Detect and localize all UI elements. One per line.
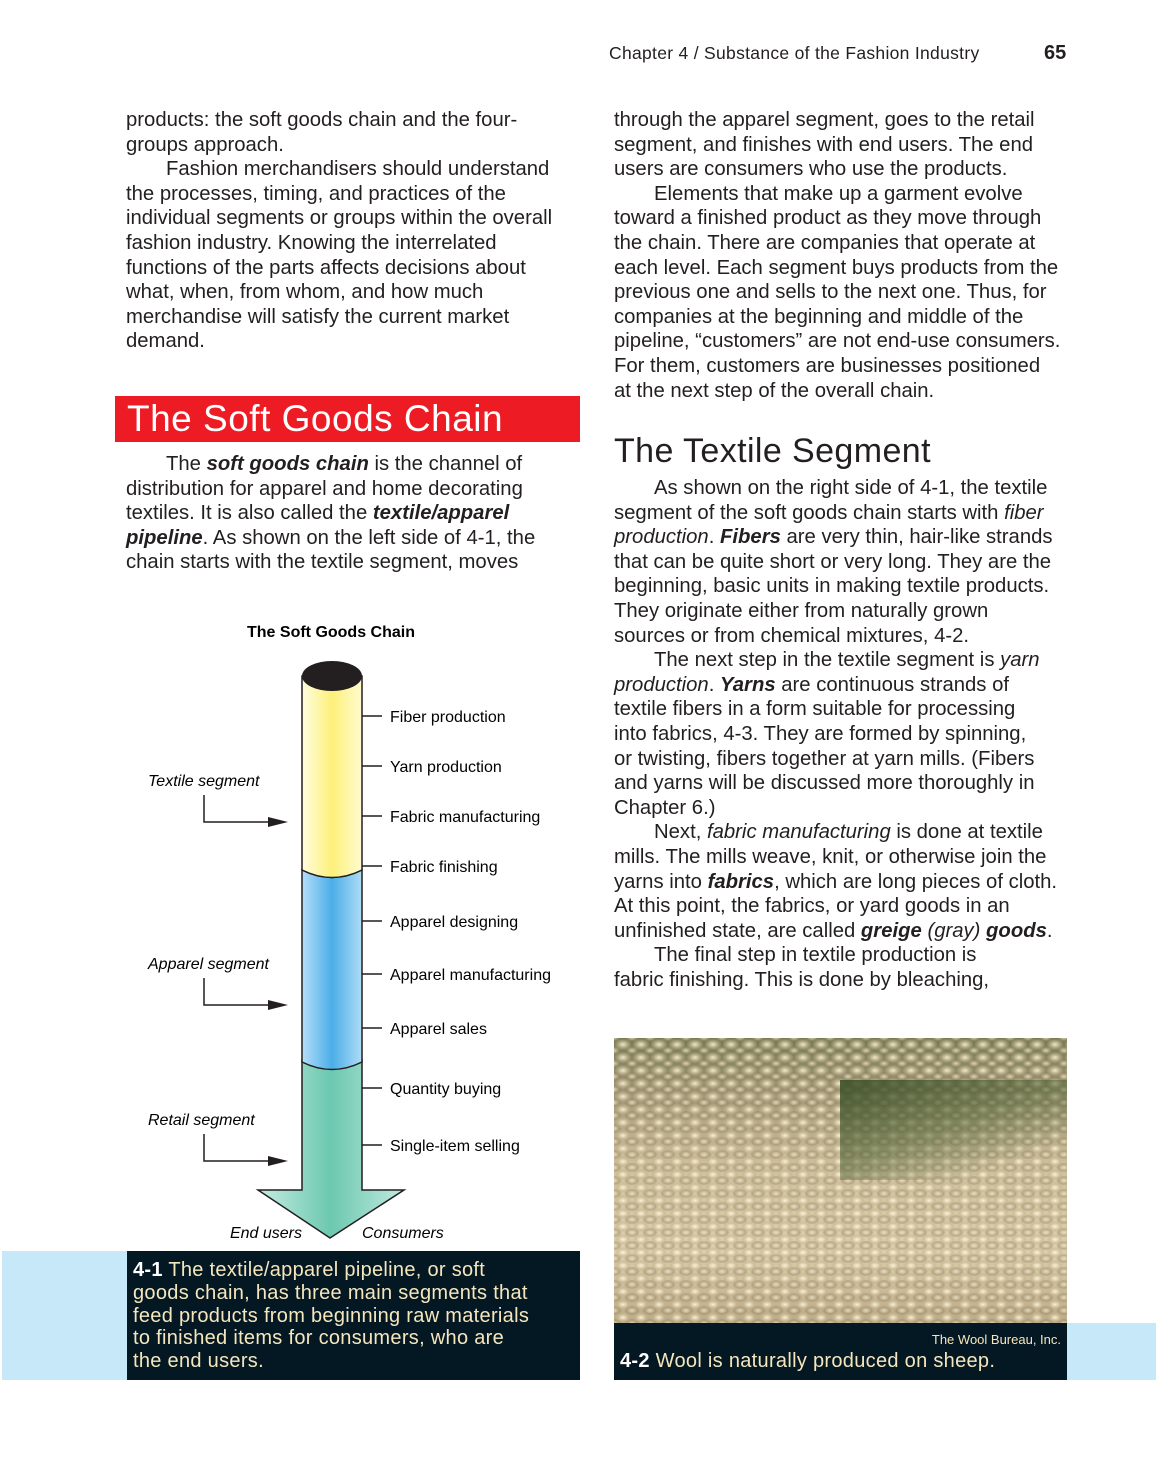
text-line	[614, 501, 1057, 526]
text-run: that can be quite short or very long. They are the	[614, 550, 1052, 573]
text-run: is done at textile	[890, 821, 1043, 844]
text-run: groups approach.	[126, 133, 284, 156]
text-line	[614, 206, 1060, 231]
text-line	[614, 796, 1057, 821]
text-line	[614, 379, 1060, 404]
text-line	[126, 256, 552, 281]
emphasized-term: greige	[860, 919, 922, 942]
text-run: Elements that make up a garment evolve	[654, 182, 1023, 205]
text-run: .	[708, 673, 720, 696]
text-run: textiles. It is also called the	[126, 502, 373, 525]
emphasized-term: production	[614, 526, 709, 549]
text-line	[126, 329, 552, 354]
text-line	[126, 231, 552, 256]
text-run: . As shown on the left side of 4-1, the	[202, 526, 536, 549]
text-line	[614, 919, 1057, 944]
text-line	[614, 280, 1060, 305]
text-line	[614, 329, 1060, 354]
emphasized-term: pipeline	[126, 526, 203, 549]
emphasized-term: fabric manufacturing	[706, 821, 891, 844]
text-line	[126, 452, 535, 477]
text-run: what, when, from whom, and how much	[126, 281, 484, 304]
text-line	[614, 648, 1057, 673]
pipeline-top	[302, 661, 362, 691]
caption-band	[1067, 1323, 1156, 1380]
text-run: unfinished state, are called	[614, 919, 861, 942]
emphasized-term: fiber	[1004, 501, 1044, 524]
step-label: Apparel manufacturing	[390, 967, 551, 984]
text-line	[614, 525, 1057, 550]
text-run: previous one and sells to the next one. Thus, for	[614, 281, 1047, 304]
caption-line: goods chain, has three main segments that	[133, 1281, 528, 1304]
photo-credit: The Wool Bureau, Inc.	[931, 1332, 1061, 1347]
text-run: As shown on the right side of 4-1, the textile	[654, 477, 1048, 499]
text-line	[126, 206, 552, 231]
text-run: companies at the beginning and middle of the	[614, 305, 1024, 328]
text-run: fabric finishing. This is done by bleaching,	[614, 968, 990, 991]
text-line	[126, 526, 535, 551]
section-heading-textile-segment: The Textile Segment	[614, 432, 931, 470]
text-run: users are consumers who use the products.	[614, 158, 1008, 181]
text-run: They originate either from naturally grown	[614, 599, 989, 622]
caption-label: 4-1	[133, 1259, 163, 1281]
text-line	[614, 157, 1060, 182]
text-line	[614, 599, 1057, 624]
step-label: Quantity buying	[390, 1081, 502, 1098]
caption-line: feed products from beginning raw materials	[133, 1304, 530, 1327]
text-line	[614, 624, 1057, 649]
apparel-segment-band	[302, 870, 362, 1070]
text-run: beginning, basic units in making textile products.	[614, 575, 1050, 598]
text-run: toward a finished product as they move through	[614, 207, 1042, 230]
text-line	[614, 968, 1057, 993]
caption-line: The textile/apparel pipeline, or soft	[168, 1259, 486, 1281]
text-run: into fabrics, 4-3. They are formed by spinning,	[614, 722, 1027, 745]
text-line	[126, 157, 552, 182]
text-run: , which are long pieces of cloth.	[774, 870, 1058, 893]
text-run: and yarns will be discussed more thoroughly in	[614, 772, 1035, 795]
caption-text: Wool is naturally produced on sheep.	[655, 1350, 996, 1372]
text-line	[614, 256, 1060, 281]
text-run: are very thin, hair-like strands	[780, 526, 1053, 549]
text-line	[614, 673, 1057, 698]
arrowhead-icon	[268, 817, 288, 827]
step-label: Fabric finishing	[390, 859, 498, 876]
segment-label: Textile segment	[148, 773, 260, 790]
caption-label: 4-2	[620, 1350, 650, 1372]
text-line	[614, 722, 1057, 747]
segment-label: Retail segment	[148, 1112, 255, 1129]
text-run: demand.	[126, 330, 205, 353]
emphasized-term: soft goods chain	[206, 453, 369, 475]
text-run: yarns into	[614, 870, 708, 893]
text-run: mills. The mills weave, knit, or otherwise join the	[614, 845, 1047, 868]
section-heading-soft-goods-chain: The Soft Goods Chain	[115, 396, 580, 442]
text-run: segment, and finishes with end users. The end	[614, 133, 1034, 156]
text-run: at the next step of the overall chain.	[614, 379, 935, 402]
segment-arrow	[204, 795, 272, 822]
step-label: Fabric manufacturing	[390, 809, 541, 826]
text-line	[614, 943, 1057, 968]
text-line	[614, 574, 1057, 599]
photo-pasture-area	[840, 1080, 1067, 1180]
text-line	[614, 894, 1057, 919]
text-line	[614, 305, 1060, 330]
text-run: or twisting, fibers together at yarn mills. (Fibers	[614, 747, 1035, 770]
text-run: the chain. There are companies that operate at	[614, 231, 1036, 254]
text-run: is the channel of	[368, 453, 523, 475]
text-line	[126, 133, 552, 158]
text-line	[126, 280, 552, 305]
text-run: The next step in the textile segment is	[654, 649, 1001, 672]
emphasized-term: production	[614, 673, 709, 696]
segment-arrow	[204, 978, 272, 1005]
text-line	[614, 108, 1060, 133]
caption-line: to finished items for consumers, who are	[133, 1327, 505, 1350]
text-run: Fashion merchandisers should understand	[166, 158, 550, 181]
text-run: sources or from chemical mixtures, 4-2.	[614, 624, 970, 647]
text-line	[614, 771, 1057, 796]
emphasized-term: Yarns	[720, 673, 776, 696]
step-label: Apparel designing	[390, 914, 519, 931]
text-run: merchandise will satisfy the current market	[126, 305, 510, 328]
diagram-title: The Soft Goods Chain	[247, 624, 415, 641]
text-line	[126, 550, 535, 575]
text-run: distribution for apparel and home decorating	[126, 477, 523, 500]
page-number: 65	[1044, 42, 1067, 64]
left-column-top-text	[126, 108, 552, 354]
right-column-top-text	[614, 108, 1060, 403]
running-head: Chapter 4 / Substance of the Fashion Industry	[609, 43, 980, 63]
text-run: For them, customers are businesses positioned	[614, 354, 1041, 377]
soft-goods-chain-diagram	[0, 600, 600, 1250]
text-line	[614, 182, 1060, 207]
text-run: through the apparel segment, goes to the retail	[614, 109, 1035, 131]
text-line	[126, 182, 552, 207]
figure-4-1-caption	[127, 1251, 580, 1380]
text-run: The	[166, 453, 207, 475]
text-line	[614, 550, 1057, 575]
text-run: are continuous strands of	[775, 673, 1009, 696]
step-label: Apparel sales	[390, 1021, 487, 1038]
text-line	[126, 108, 552, 133]
text-run: textile fibers in a form suitable for processing	[614, 698, 1016, 721]
text-run: functions of the parts affects decisions about	[126, 256, 526, 279]
retail-segment-arrow	[258, 1060, 404, 1238]
emphasized-term: yarn	[1000, 649, 1040, 672]
text-line	[614, 231, 1060, 256]
text-run: the processes, timing, and practices of the	[126, 182, 506, 205]
text-run: At this point, the fabrics, or yard goods in an	[614, 895, 1010, 918]
text-run: .	[1046, 919, 1053, 942]
text-line	[126, 501, 535, 526]
text-line	[126, 305, 552, 330]
text-line	[614, 747, 1057, 772]
text-run: chain starts with the textile segment, moves	[126, 551, 519, 574]
text-run: pipeline, “customers” are not end-use consumers.	[614, 330, 1061, 353]
step-label: Fiber production	[390, 709, 506, 726]
text-run: Next,	[654, 821, 707, 844]
text-run: fashion industry. Knowing the interrelated	[126, 231, 497, 254]
emphasized-term: Fibers	[720, 526, 781, 549]
text-line	[614, 820, 1057, 845]
left-column-bottom-text	[126, 452, 535, 575]
end-users-label: End users	[229, 1225, 302, 1242]
text-run: Chapter 6.)	[614, 796, 716, 819]
arrowhead-icon	[268, 1000, 288, 1010]
emphasized-term: fabrics	[707, 870, 775, 893]
text-run: segment of the soft goods chain starts with	[614, 501, 1005, 524]
text-line	[126, 477, 535, 502]
text-line	[614, 697, 1057, 722]
step-label: Yarn production	[390, 759, 502, 776]
text-run: .	[708, 526, 720, 549]
segment-arrow	[204, 1134, 272, 1161]
text-line	[614, 133, 1060, 158]
caption-line: the end users.	[133, 1350, 264, 1373]
text-line	[614, 476, 1057, 501]
right-column-bottom-text	[614, 476, 1057, 992]
text-run: individual segments or groups within the overall	[126, 207, 553, 230]
figure-4-2-caption	[614, 1323, 1067, 1380]
emphasized-term: goods	[986, 919, 1047, 942]
consumers-label: Consumers	[362, 1225, 444, 1242]
text-run: The final step in textile production is	[654, 944, 977, 967]
text-run: products: the soft goods chain and the four-	[126, 109, 518, 131]
text-line	[614, 870, 1057, 895]
text-run: each level. Each segment buys products from the	[614, 256, 1059, 279]
emphasized-term: textile/apparel	[372, 502, 510, 525]
arrowhead-icon	[268, 1156, 288, 1166]
textile-segment-band	[302, 676, 362, 878]
caption-band	[2, 1251, 128, 1380]
step-label: Single-item selling	[390, 1138, 520, 1155]
text-line	[614, 845, 1057, 870]
text-line	[614, 354, 1060, 379]
emphasized-term: (gray)	[927, 919, 981, 942]
segment-label: Apparel segment	[148, 956, 269, 973]
